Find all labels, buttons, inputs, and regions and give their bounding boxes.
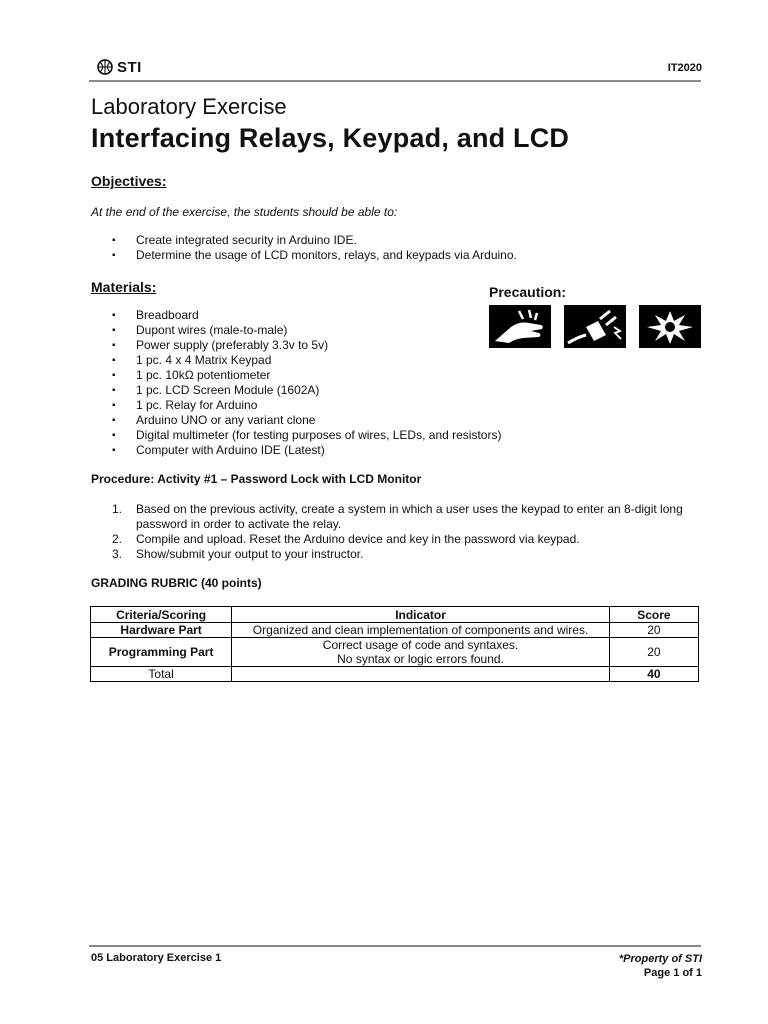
course-code: IT2020 bbox=[667, 62, 702, 74]
material-item: ▪ 1 pc. LCD Screen Module (1602A) bbox=[112, 383, 501, 398]
procedure-steps bbox=[112, 502, 704, 562]
material-item: ▪ Dupont wires (male-to-male) bbox=[112, 323, 501, 338]
column-header: Criteria/Scoring bbox=[91, 607, 232, 623]
header-divider bbox=[89, 80, 701, 82]
footer-right bbox=[540, 952, 702, 980]
table-total-row bbox=[91, 667, 699, 682]
sti-logo-icon bbox=[95, 58, 117, 76]
indicator-line: Correct usage of code and syntaxes. bbox=[322, 638, 519, 652]
total-empty-cell bbox=[232, 667, 610, 682]
precaution-heading: Precaution: bbox=[489, 284, 567, 300]
materials-heading: Materials: bbox=[91, 279, 157, 295]
step-number: 2. bbox=[112, 532, 123, 546]
material-item: ▪ Arduino UNO or any variant clone bbox=[112, 413, 501, 428]
indicator-line: No syntax or logic errors found. bbox=[337, 652, 504, 666]
step-text: Based on the previous activity, create a system in which a user uses the keypad to enter an 8-digit long password in order to activate the relay. bbox=[136, 502, 683, 531]
objectives-heading: Objectives: bbox=[91, 173, 167, 189]
property-notice: *Property of STI bbox=[618, 953, 702, 965]
footer-left: 05 Laboratory Exercise 1 bbox=[91, 952, 222, 964]
score-cell: 20 bbox=[609, 638, 698, 667]
document-title: Interfacing Relays, Keypad, and LCD bbox=[91, 123, 570, 153]
material-item: ▪ Breadboard bbox=[112, 308, 501, 323]
electric-plug-icon bbox=[564, 305, 626, 348]
explosion-icon bbox=[639, 305, 701, 348]
step-text: Show/submit your output to your instructor. bbox=[136, 547, 364, 561]
footer-divider bbox=[89, 945, 701, 947]
procedure-heading: Procedure: Activity #1 – Password Lock with LCD Monitor bbox=[91, 472, 422, 486]
page-number: Page 1 of 1 bbox=[643, 967, 702, 979]
step-number: 1. bbox=[112, 502, 123, 516]
material-item: ▪ 1 pc. 10kΩ potentiometer bbox=[112, 368, 501, 383]
step-text: Compile and upload. Reset the Arduino device and key in the password via keypad. bbox=[136, 532, 580, 546]
procedure-step bbox=[112, 502, 704, 532]
precaution-icons bbox=[489, 305, 701, 348]
sti-logo bbox=[95, 56, 142, 78]
objectives-list bbox=[112, 233, 517, 263]
indicator-cell bbox=[232, 638, 610, 667]
rubric-heading: GRADING RUBRIC (40 points) bbox=[91, 576, 262, 590]
objective-item: ▪ Create integrated security in Arduino IDE. bbox=[112, 233, 517, 248]
objective-item: ▪ Determine the usage of LCD monitors, relays, and keypads via Arduino. bbox=[112, 248, 517, 263]
column-header: Score bbox=[609, 607, 698, 623]
objectives-intro: At the end of the exercise, the students should be able to: bbox=[91, 205, 398, 219]
total-score: 40 bbox=[609, 667, 698, 682]
criteria-cell: Hardware Part bbox=[91, 623, 232, 638]
material-item: ▪ Computer with Arduino IDE (Latest) bbox=[112, 443, 501, 458]
hand-hazard-icon bbox=[489, 305, 551, 348]
total-label: Total bbox=[91, 667, 232, 682]
table-row bbox=[91, 638, 699, 667]
step-number: 3. bbox=[112, 547, 123, 561]
score-cell: 20 bbox=[609, 623, 698, 638]
materials-list bbox=[112, 308, 501, 458]
table-header-row bbox=[91, 607, 699, 623]
procedure-step bbox=[112, 532, 704, 547]
indicator-cell: Organized and clean implementation of components and wires. bbox=[232, 623, 610, 638]
material-item: ▪ Power supply (preferably 3.3v to 5v) bbox=[112, 338, 501, 353]
material-item: ▪ 1 pc. 4 x 4 Matrix Keypad bbox=[112, 353, 501, 368]
logo-text: STI bbox=[117, 58, 142, 76]
procedure-step bbox=[112, 547, 704, 562]
rubric-table bbox=[90, 606, 699, 682]
criteria-cell: Programming Part bbox=[91, 638, 232, 667]
material-item: ▪ Digital multimeter (for testing purposes of wires, LEDs, and resistors) bbox=[112, 428, 501, 443]
column-header: Indicator bbox=[232, 607, 610, 623]
material-item: ▪ 1 pc. Relay for Arduino bbox=[112, 398, 501, 413]
document-subtitle: Laboratory Exercise bbox=[91, 94, 287, 119]
table-row bbox=[91, 623, 699, 638]
